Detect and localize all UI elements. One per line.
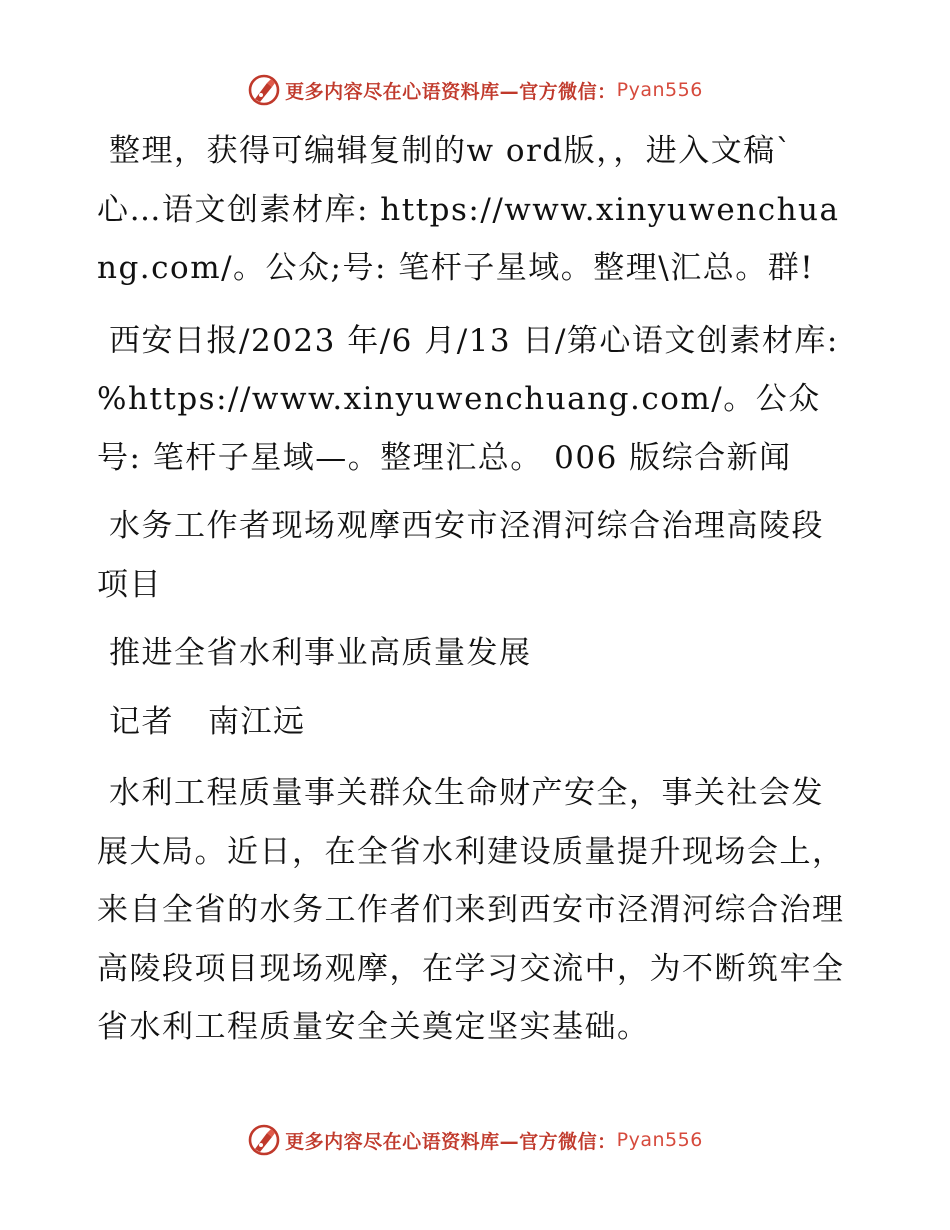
header-watermark-banner [0, 70, 950, 110]
pen-nib-logo-icon [247, 73, 281, 107]
header-banner-text: 更多内容尽在心语资料库—官方微信： [285, 80, 617, 103]
document-body [97, 122, 849, 1057]
footer-watermark-banner [0, 1120, 950, 1160]
article-title: 水务工作者现场观摩西安市泾渭河综合治理高陵段项目 [97, 508, 824, 603]
footer-banner-text: 更多内容尽在心语资料库—官方微信： [285, 1130, 617, 1153]
header-banner-contact: Pyan556 [616, 79, 703, 101]
intro-paragraph: 整理，获得可编辑复制的w ord版，，进入文稿`心…语文创素材库: https://www.xinyuwenchuang.com/。公众;号: 笔杆子星域。整理\汇总。群! [97, 133, 840, 286]
body-paragraph: 水利工程质量事关群众生命财产安全，事关社会发展大局。近日，在全省水利建设质量提升现场会上，来自全省的水务工作者们来到西安市泾渭河综合治理高陵段项目现场观摩，在学习交流中，为不断筑牢全省水利工程质量安全关奠定坚实基础。 [97, 775, 845, 1045]
footer-banner-contact: Pyan556 [616, 1129, 703, 1151]
source-line: 西安日报/2023 年/6 月/13 日/第心语文创素材库: %https://www.xinyuwenchuang.com/。公众号: 笔杆子星域—。整理汇总。 006 版综合新闻 [97, 322, 851, 476]
article-byline: 记者 南江远 [109, 703, 306, 740]
pen-nib-logo-icon [247, 1123, 281, 1157]
article-subtitle: 推进全省水利事业高质量发展 [109, 635, 532, 671]
